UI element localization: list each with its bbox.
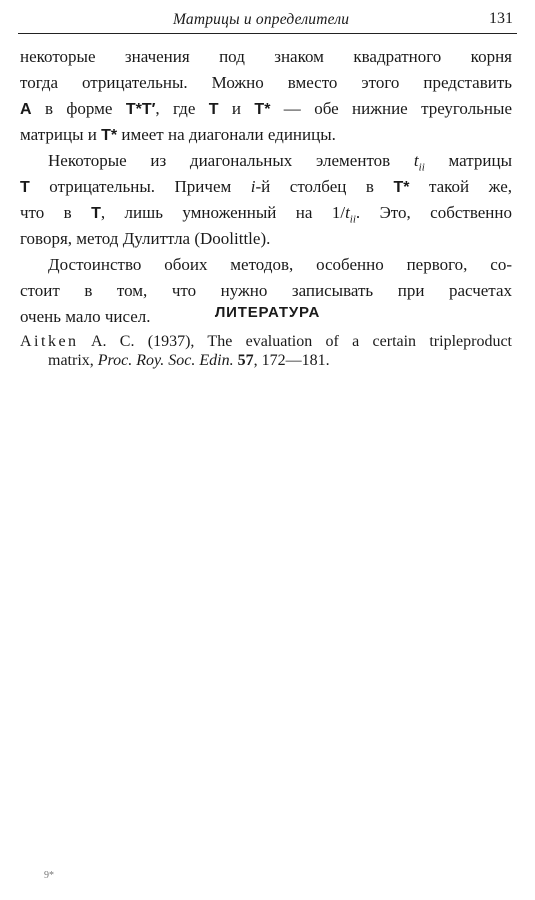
page-number: 131 [489, 10, 513, 27]
signature-mark: 9* [44, 870, 54, 881]
running-title: Матрицы и определители [173, 11, 350, 28]
text-line: тогда отрицательны. Можно вместо этого представить [20, 73, 512, 92]
section-heading: ЛИТЕРАТУРА [214, 304, 321, 321]
header-rule [18, 33, 517, 34]
text-line: A в форме T*T′, где T и T* — обе нижние треугольные [20, 99, 512, 118]
text-line: что в T, лишь умноженный на $1/t_{ii}$. Это, собственно [20, 203, 513, 226]
text-line: T отрицательны. Причем i-й столбец в T* такой же, [20, 177, 512, 196]
text-line: стоит в том, что нужно записывать при расчетах [20, 281, 512, 300]
body-text [20, 44, 512, 330]
text-line: Достоинство обоих методов, особенно первого, со- [48, 255, 512, 274]
text-line: Некоторые из диагональных элементов $t_{ii}$ матрицы [48, 151, 512, 174]
journal-volume: 57 [237, 352, 254, 369]
text-line: очень мало чисел. [20, 307, 151, 326]
text-line: говоря, метод Дулиттла (Doolittle). [20, 229, 271, 248]
reference-line: matrix, Proc. Roy. Soc. Edin. 57, 172—181. [48, 352, 330, 369]
text-line: матрицы и T* имеет на диагонали единицы. [20, 125, 336, 144]
text-line: некоторые значения под знаком квадратного корня [20, 47, 512, 66]
running-head [18, 8, 517, 34]
reference-entry [20, 332, 512, 370]
journal-title: Proc. Roy. Soc. Edin. [97, 352, 234, 369]
reference-author: Aitken [20, 333, 79, 350]
reference-line: Aitken A. C. (1937), The evaluation of a certain tripleproduct [20, 333, 512, 350]
